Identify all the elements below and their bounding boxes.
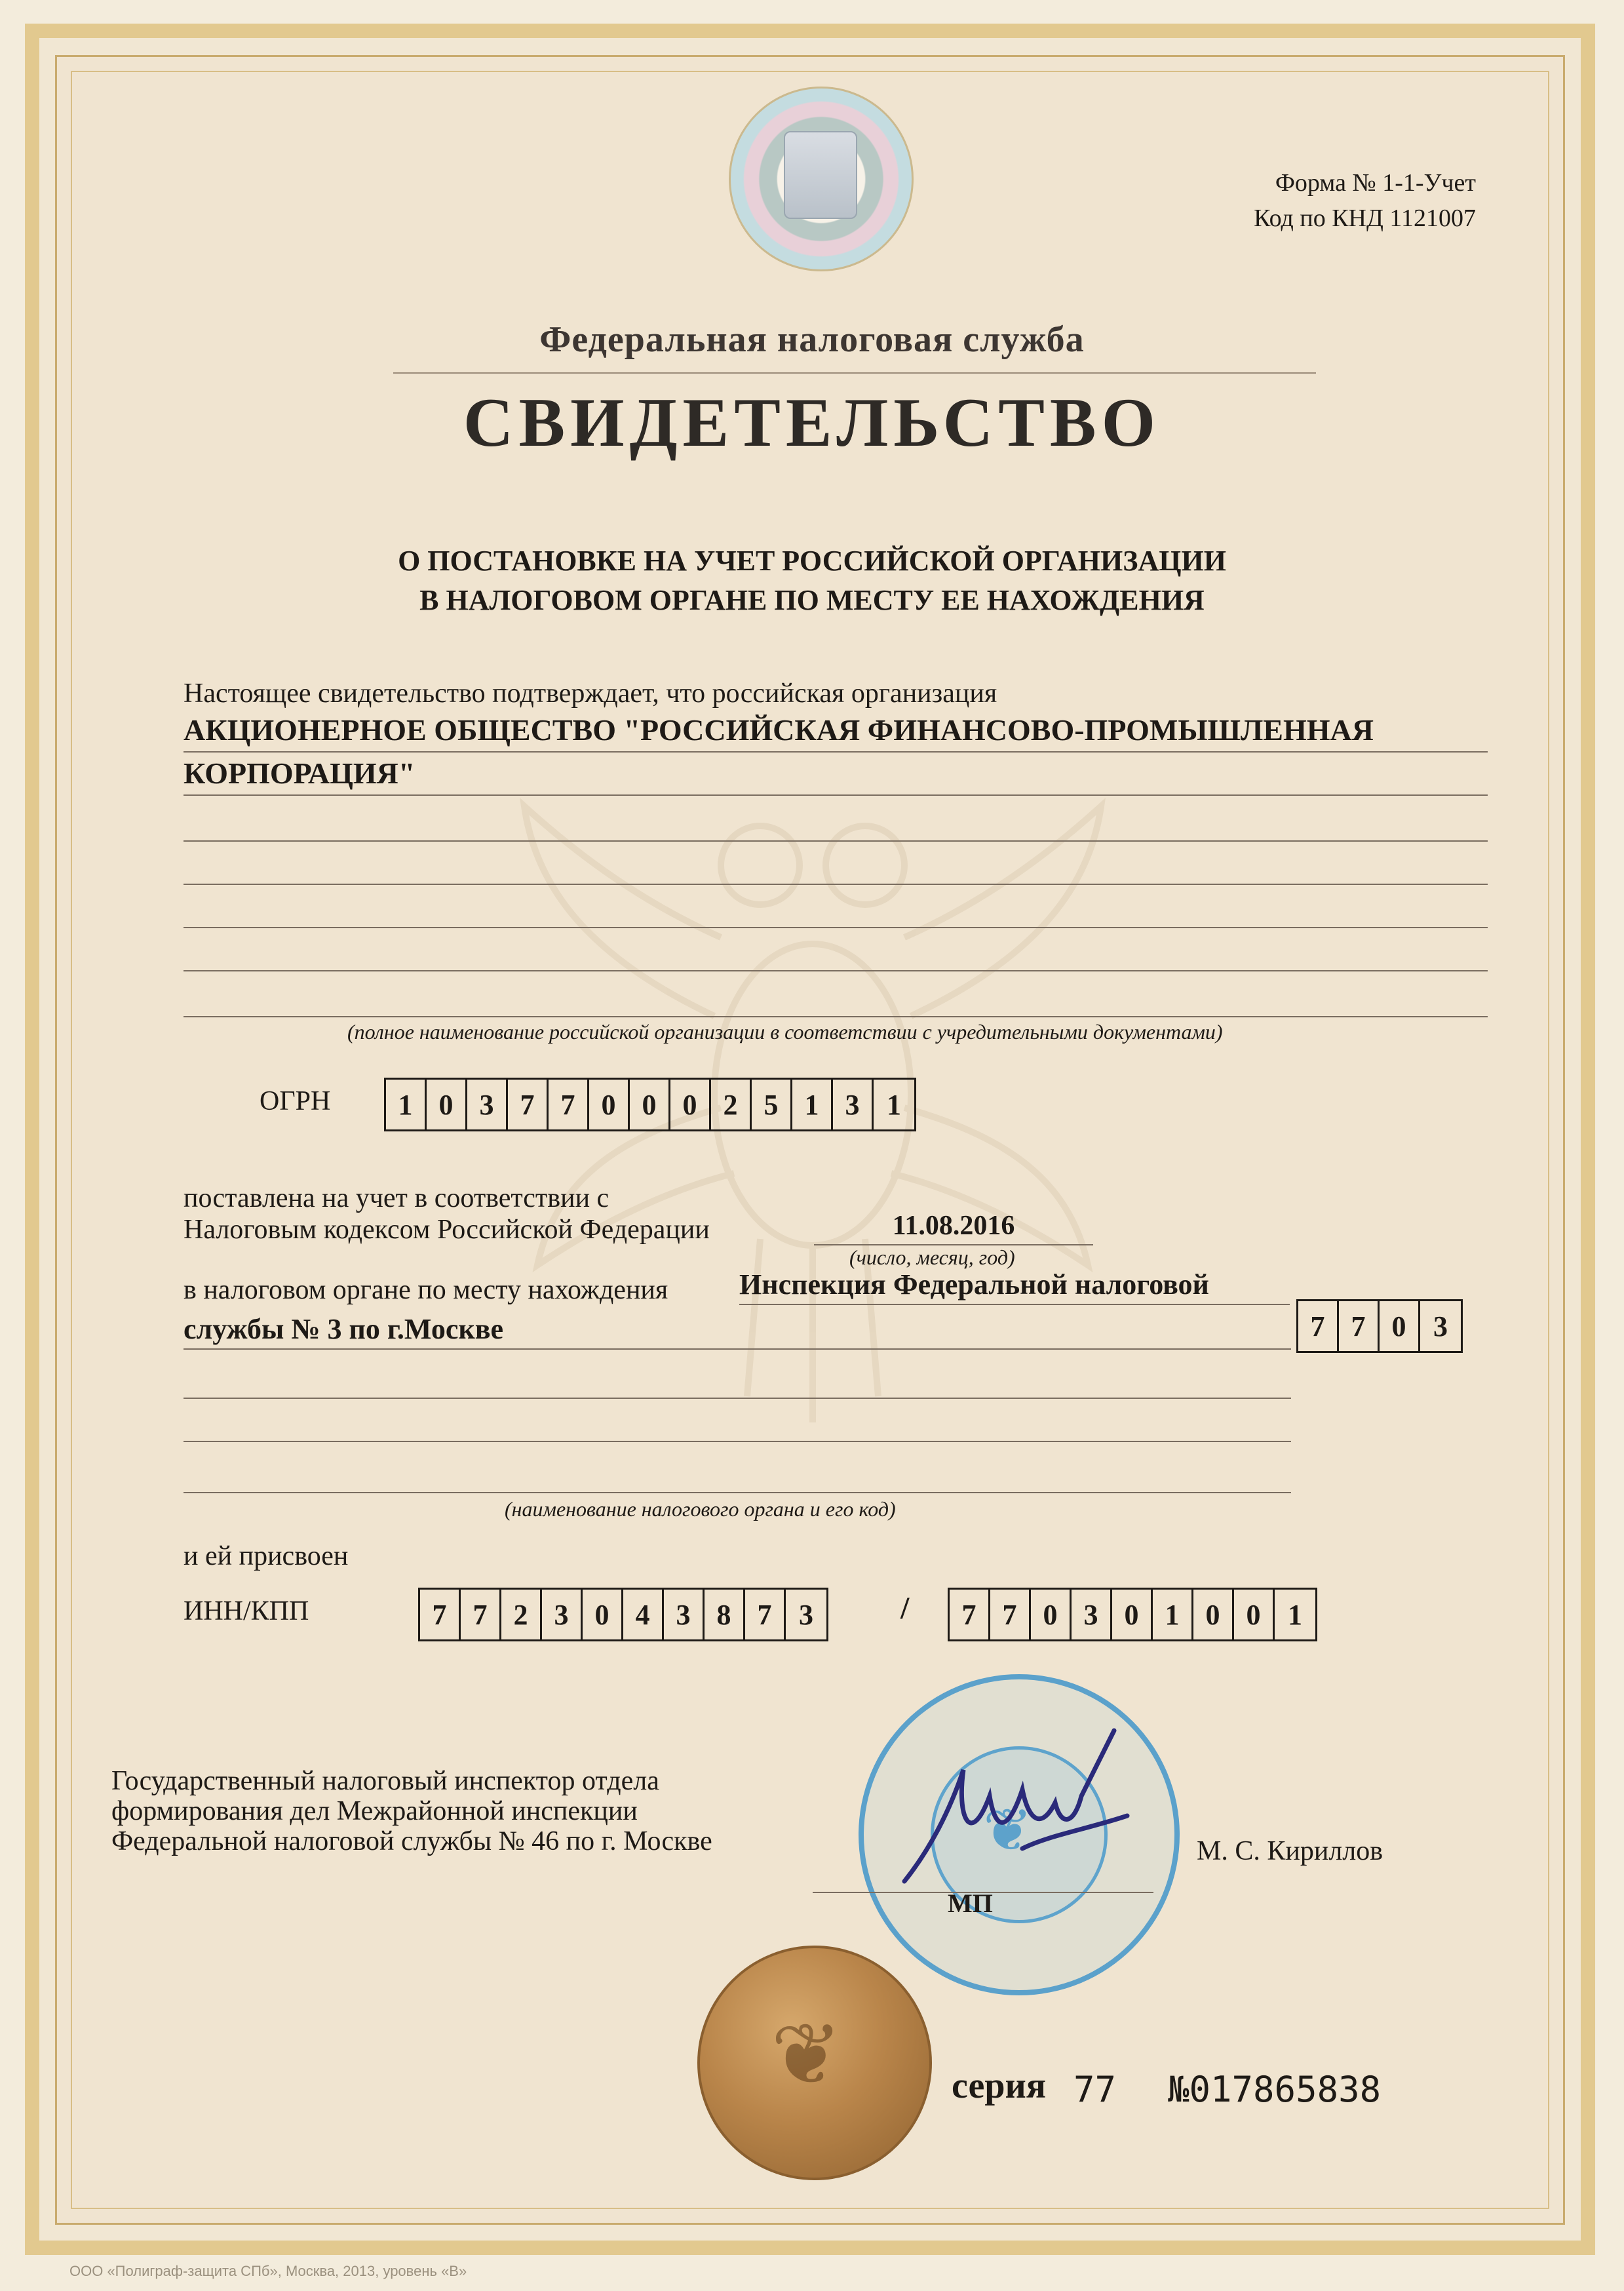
registration-text-1: поставлена на учет в соответствии с (184, 1183, 609, 1213)
blank-line (184, 970, 1488, 971)
registration-text-2: Налоговым кодексом Российской Федерации (184, 1215, 710, 1245)
organization-name-line-2: КОРПОРАЦИЯ" (184, 753, 1488, 796)
tax-code-digit: 7 (1339, 1301, 1380, 1351)
kpp-digit: 0 (1112, 1590, 1153, 1639)
inn-digits (418, 1588, 828, 1641)
ogrn-digit: 1 (792, 1080, 833, 1129)
inn-digit: 3 (799, 1598, 813, 1631)
title-divider (393, 372, 1316, 374)
inn-digit: 0 (583, 1590, 623, 1639)
inn-digit: 3 (542, 1590, 583, 1639)
blank-line (184, 1398, 1291, 1399)
subtitle-line-2: В НАЛОГОВОМ ОРГАНЕ ПО МЕСТУ ЕЕ НАХОЖДЕНИЯ (419, 584, 1205, 616)
ogrn-digit: 0 (589, 1080, 630, 1129)
agency-name: Федеральная налоговая служба (539, 319, 1085, 360)
inn-digit: 7 (745, 1590, 786, 1639)
seal-eagle-icon: ❦ (771, 2008, 842, 2103)
tax-authority-label: в налоговом органе по месту нахождения (184, 1275, 668, 1305)
ogrn-digit: 1 (386, 1080, 427, 1129)
document-title: СВИДЕТЕЛЬСТВО (463, 384, 1161, 461)
date-caption: (число, месяц, год) (849, 1245, 1015, 1269)
ogrn-digit: 5 (752, 1080, 792, 1129)
inn-digit: 4 (623, 1590, 664, 1639)
inn-digit: 7 (461, 1590, 501, 1639)
tax-authority-caption: (наименование налогового органа и его код) (505, 1497, 896, 1521)
printer-imprint: ООО «Полиграф-защита СПб», Москва, 2013, уровень «В» (69, 2263, 467, 2279)
blank-line (184, 1492, 1291, 1493)
kpp-digit: 1 (1153, 1590, 1193, 1639)
ogrn-digit: 0 (427, 1080, 467, 1129)
ogrn-digit: 0 (630, 1080, 670, 1129)
document-subtitle (0, 541, 1624, 620)
seal-mark: МП (948, 1889, 993, 1918)
blank-line (184, 840, 1488, 842)
ogrn-digit: 3 (467, 1080, 508, 1129)
subtitle-line-1: О ПОСТАНОВКЕ НА УЧЕТ РОССИЙСКОЙ ОРГАНИЗАЦИИ (398, 545, 1226, 577)
kpp-digit: 7 (990, 1590, 1031, 1639)
form-info (1254, 165, 1476, 236)
tax-code-digit: 0 (1380, 1301, 1420, 1351)
ogrn-digit: 7 (508, 1080, 549, 1129)
position-line-3: Федеральной налоговой службы № 46 по г. Москве (111, 1826, 712, 1856)
knd-code: Код по КНД 1121007 (1254, 205, 1476, 232)
kpp-digit: 3 (1072, 1590, 1112, 1639)
ogrn-label: ОГРН (260, 1086, 331, 1116)
inn-kpp-label: ИНН/КПП (184, 1596, 309, 1626)
inn-digit: 8 (705, 1590, 745, 1639)
blank-line (184, 884, 1488, 885)
registration-date: 11.08.2016 (814, 1210, 1093, 1245)
kpp-digit: 0 (1193, 1590, 1234, 1639)
position-line-2: формирования дел Межрайонной инспекции (111, 1796, 638, 1826)
kpp-digit: 1 (1288, 1598, 1302, 1631)
tax-authority-name-line-2: службы № 3 по г.Москве (184, 1312, 1291, 1350)
kpp-digits (948, 1588, 1317, 1641)
signer-name: М. С. Кириллов (1197, 1836, 1383, 1866)
coat-of-arms-icon (784, 131, 857, 219)
tax-authority-code (1296, 1299, 1463, 1353)
ogrn-digit: 1 (887, 1088, 901, 1121)
blank-line (184, 1441, 1291, 1442)
organization-name-line-1: АКЦИОНЕРНОЕ ОБЩЕСТВО "РОССИЙСКАЯ ФИНАНСОВО-ПРОМЫШЛЕННАЯ (184, 709, 1488, 753)
certificate-number: №017865838 (1168, 2069, 1382, 2110)
inspector-position (111, 1766, 712, 1856)
ogrn-digit: 2 (711, 1080, 752, 1129)
ogrn-digit: 7 (549, 1080, 589, 1129)
inn-kpp-separator: / (900, 1591, 910, 1626)
signature-icon (891, 1717, 1140, 1901)
tax-code-digit: 7 (1298, 1301, 1339, 1351)
kpp-digit: 7 (950, 1590, 990, 1639)
form-number: Форма № 1-1-Учет (1275, 169, 1476, 197)
inn-digit: 7 (420, 1590, 461, 1639)
series-label: серия (952, 2066, 1047, 2106)
organization-name-caption: (полное наименование российской организации в соответствии с учредительными документами) (347, 1020, 1223, 1044)
ogrn-digit: 3 (833, 1080, 874, 1129)
stamp-eagle-icon: ❦ (983, 1799, 1033, 1864)
assigned-label: и ей присвоен (184, 1541, 349, 1571)
inn-digit: 3 (664, 1590, 705, 1639)
intro-text: Настоящее свидетельство подтверждает, что российская организация (184, 678, 997, 709)
tax-code-digit: 3 (1433, 1310, 1448, 1342)
tax-authority-name-line-1: Инспекция Федеральной налоговой (739, 1268, 1290, 1305)
inn-digit: 2 (501, 1590, 542, 1639)
series-value: 77 (1073, 2069, 1117, 2110)
blank-line (184, 1016, 1488, 1017)
ogrn-digit: 0 (670, 1080, 711, 1129)
blank-line (184, 927, 1488, 928)
kpp-digit: 0 (1234, 1590, 1275, 1639)
ogrn-digits (384, 1078, 916, 1131)
kpp-digit: 0 (1031, 1590, 1072, 1639)
position-line-1: Государственный налоговый инспектор отдела (111, 1766, 659, 1796)
